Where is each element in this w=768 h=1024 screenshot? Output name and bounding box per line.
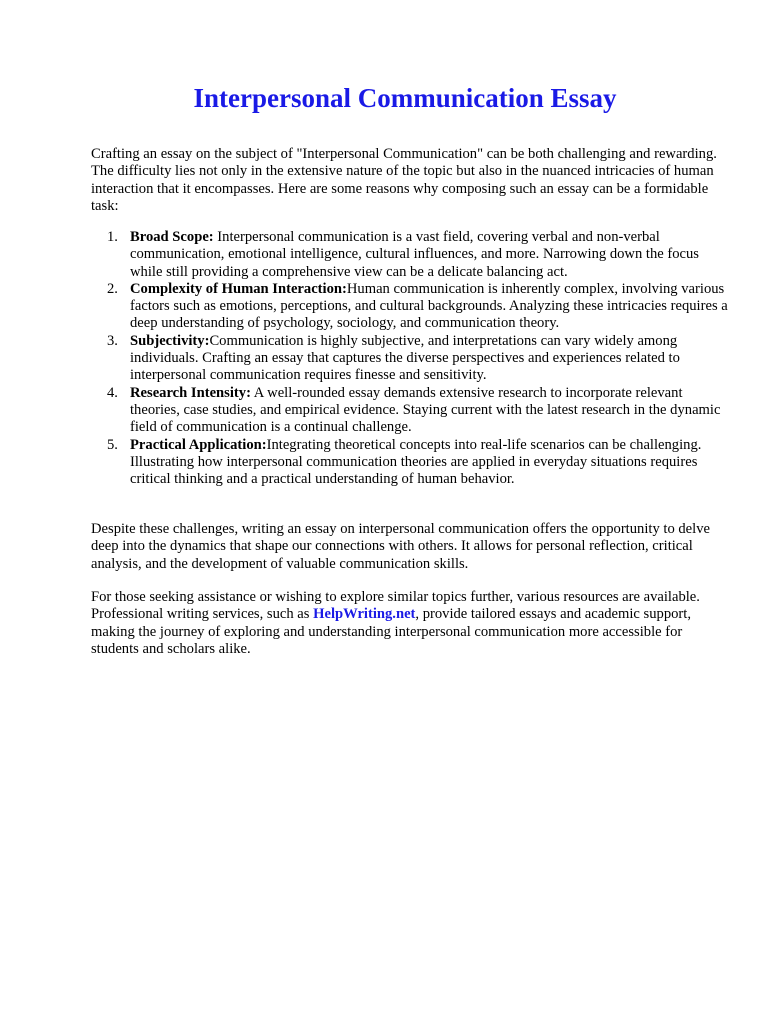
helpwriting-link[interactable]: HelpWriting.net	[313, 606, 416, 623]
resources-text-end: , provide tailored essays and academic support, making the journey of exploring and understanding interpersonal communication more accessible for students and scholars alike.	[91, 606, 691, 657]
list-item-number: 4.	[107, 384, 118, 401]
resources-paragraph	[91, 589, 731, 658]
intro-paragraph: Crafting an essay on the subject of "Interpersonal Communication" can be both challenging and rewarding. The difficulty lies not only in the extensive nature of the topic but also in the nuanced intricacies of human interaction that it encompasses. Here are some reasons why composing such an essay can be a formidable task:	[91, 146, 717, 214]
list-item-text: Communication is highly subjective, and interpretations can vary widely among individuals. Crafting an essay that captures the diverse perspectives and experiences related to interpersonal communication requires finesse and sensitivity.	[130, 332, 680, 384]
list-item-term: Research Intensity:	[130, 384, 251, 401]
list-item-text: A well-rounded essay demands extensive research to incorporate relevant theories, case studies, and empirical evidence. Staying current with the latest research in the dynamic field of communication is a continual challenge.	[130, 384, 721, 436]
list-item	[91, 281, 731, 333]
challenges-paragraph: Despite these challenges, writing an essay on interpersonal communication offers the opportunity to delve deep into the dynamics that shape our connections with others. It allows for personal reflection, critical analysis, and the development of valuable communication skills.	[91, 521, 710, 572]
resources-text-start: For those seeking assistance or wishing to explore similar topics further, various resources are available. Professional writing services, such as	[91, 589, 700, 623]
list-item-text: Integrating theoretical concepts into real-life scenarios can be challenging. Illustrating how interpersonal communication theories are applied in everyday situations requires critical thinking and a practical understanding of human behavior.	[130, 436, 702, 488]
list-item-term: Broad Scope:	[130, 229, 214, 245]
list-item-number: 1.	[107, 229, 118, 245]
list-item-text: Interpersonal communication is a vast field, covering verbal and non-verbal communication, emotional intelligence, cultural influences, and more. Narrowing down the focus while still providing a comprehensive view can be a delicate balancing act.	[130, 229, 699, 280]
list-item	[91, 385, 731, 437]
list-item	[91, 229, 731, 281]
list-item-term: Practical Application:	[130, 436, 267, 453]
list-item	[91, 333, 731, 385]
list-item-number: 2.	[107, 280, 118, 297]
page-title: Interpersonal Communication Essay	[193, 83, 617, 113]
list-item	[91, 437, 731, 489]
list-item-number: 5.	[107, 436, 118, 453]
list-item-term: Subjectivity:	[130, 332, 210, 349]
list-item-term: Complexity of Human Interaction:	[130, 280, 347, 297]
list-item-number: 3.	[107, 332, 118, 349]
list-item-text: Human communication is inherently complex, involving various factors such as emotions, perceptions, and cultural backgrounds. Analyzing these intricacies requires a deep understanding of psychology, sociology, and communication theory.	[130, 280, 728, 332]
reasons-list	[91, 229, 731, 488]
